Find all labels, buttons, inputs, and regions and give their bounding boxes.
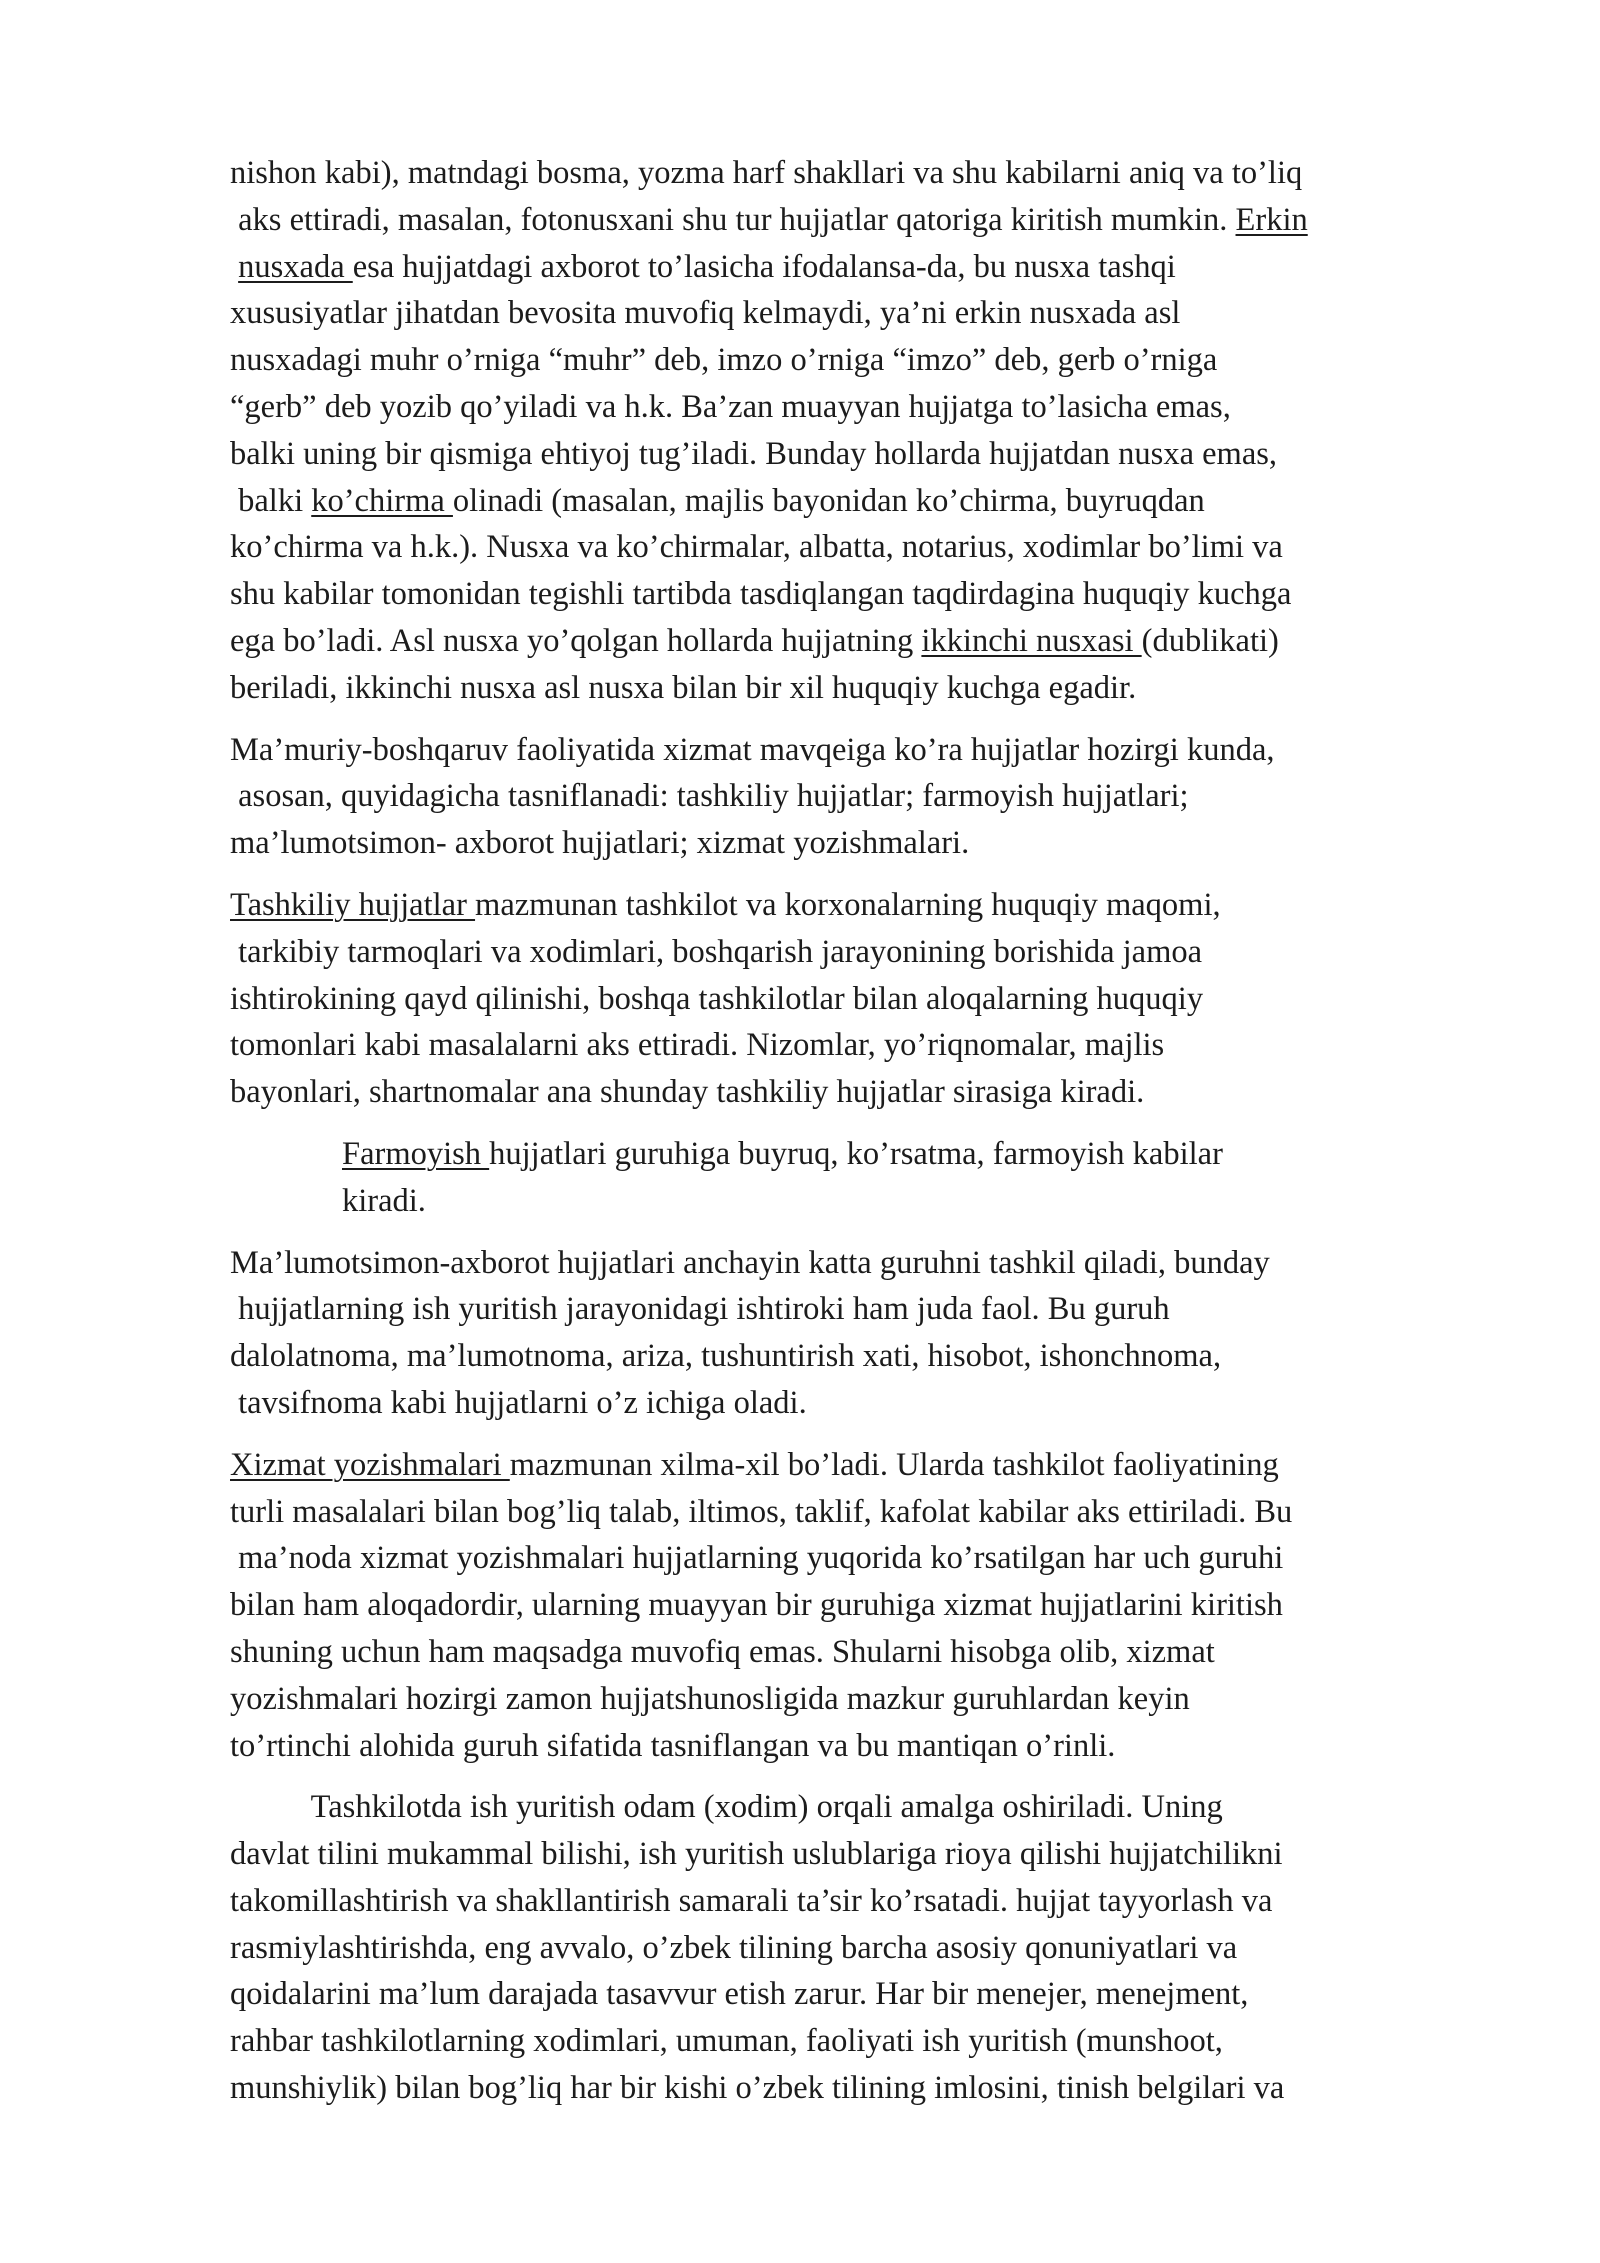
- text-run: mazmunan tashkilot va korxonalarning huquqiy maqomi,: [475, 886, 1221, 923]
- text-line: [342, 1131, 1490, 1178]
- text-run: Tashkilotda ish yuritish odam (xodim) orqali amalga oshiriladi. Uning: [230, 1789, 1223, 1826]
- text-run: Ma’lumotsimon-axborot hujjatlari anchayin katta guruhni tashkil qiladi, bunday: [230, 1244, 1270, 1281]
- text-line: [230, 2065, 1490, 2112]
- text-line: [230, 773, 1490, 820]
- text-line: [230, 431, 1490, 478]
- text-line: [230, 1676, 1490, 1723]
- text-run: takomillashtirish va shakllantirish samarali ta’sir ko’rsatadi. hujjat tayyorlash va: [230, 1882, 1273, 1919]
- text-run: kiradi.: [342, 1182, 426, 1219]
- text-line: [230, 1022, 1490, 1069]
- text-line: [230, 571, 1490, 618]
- text-run: bilan ham aloqadordir, ularning muayyan bir guruhiga xizmat hujjatlarini kiritish: [230, 1587, 1283, 1624]
- text-run: qoidalarini ma’lum darajada tasavvur etish zarur. Har bir menejer, menejment,: [230, 1976, 1249, 2013]
- text-run: xususiyatlar jihatdan bevosita muvofiq kelmaydi, ya’ni erkin nusxada asl: [230, 295, 1181, 332]
- text-run: tavsifnoma kabi hujjatlarni o’z ichiga oladi.: [230, 1384, 807, 1421]
- text-line: [342, 1178, 1490, 1225]
- text-run: ega bo’ladi. Asl nusxa yo’qolgan hollarda hujjatning: [230, 622, 922, 659]
- text-run: aks ettiradi, masalan, fotonusxani shu tur hujjatlar qatoriga kiritish mumkin.: [230, 201, 1236, 238]
- text-line: [230, 197, 1490, 244]
- document-page: [230, 150, 1490, 2127]
- text-run: balki uning bir qismiga ehtiyoj tug’iladi. Bunday hollarda hujjatdan nusxa emas,: [230, 435, 1278, 472]
- text-line: [230, 1784, 1490, 1831]
- text-run: nusxadagi muhr o’rniga “muhr” deb, imzo o’rniga “imzo” deb, gerb o’rniga: [230, 342, 1218, 379]
- text-line: [230, 882, 1490, 929]
- text-line: [230, 1489, 1490, 1536]
- underlined-term: Farmoyish: [342, 1135, 490, 1172]
- text-run: shuning uchun ham maqsadga muvofiq emas. Shularni hisobga olib, xizmat: [230, 1633, 1215, 1670]
- text-run: davlat tilini mukammal bilishi, ish yuritish uslublariga rioya qilishi hujjatchilikni: [230, 1836, 1283, 1873]
- text-line: [230, 478, 1490, 525]
- paragraph: [230, 882, 1490, 1116]
- underlined-term: Erkin: [1235, 201, 1308, 238]
- paragraph: [230, 150, 1490, 712]
- paragraph: [230, 727, 1490, 867]
- text-line: [230, 1582, 1490, 1629]
- text-line: [230, 524, 1490, 571]
- text-run: asosan, quyidagicha tasniflanadi: tashkiliy hujjatlar; farmoyish hujjatlari;: [230, 778, 1189, 815]
- text-run: “gerb” deb yozib qo’yiladi va h.k. Ba’zan muayyan hujjatga to’lasicha emas,: [230, 388, 1231, 425]
- text-run: dalolatnoma, ma’lumotnoma, ariza, tushuntirish xati, hisobot, ishonchnoma,: [230, 1338, 1222, 1375]
- underlined-term: ko’chirma: [311, 482, 453, 519]
- paragraph: [230, 1240, 1490, 1427]
- text-run: shu kabilar tomonidan tegishli tartibda tasdiqlangan taqdirdagina huquqiy kuchga: [230, 576, 1292, 613]
- text-run: (dublikati): [1141, 622, 1279, 659]
- text-line: [230, 820, 1490, 867]
- text-run: tomonlari kabi masalalarni aks ettiradi. Nizomlar, yo’riqnomalar, majlis: [230, 1027, 1165, 1064]
- text-line: [230, 1723, 1490, 1770]
- text-run: munshiylik) bilan bog’liq har bir kishi o’zbek tilining imlosini, tinish belgilari va: [230, 2070, 1285, 2107]
- text-line: [230, 290, 1490, 337]
- text-run: ko’chirma va h.k.). Nusxa va ko’chirmalar, albatta, notarius, xodimlar bo’limi va: [230, 529, 1283, 566]
- text-run: balki: [230, 482, 312, 519]
- text-run: beriladi, ikkinchi nusxa asl nusxa bilan bir xil huquqiy kuchga egadir.: [230, 669, 1137, 706]
- text-run: rasmiylashtirishda, eng avvalo, o’zbek tilining barcha asosiy qonuniyatlari va: [230, 1929, 1238, 1966]
- text-line: [230, 244, 1490, 291]
- text-run: Ma’muriy-boshqaruv faoliyatida xizmat mavqeiga ko’ra hujjatlar hozirgi kunda,: [230, 731, 1275, 768]
- text-line: [230, 665, 1490, 712]
- text-line: [230, 1069, 1490, 1116]
- underlined-term: nusxada: [238, 248, 353, 285]
- paragraph: [230, 1442, 1490, 1770]
- text-line: [230, 1925, 1490, 1972]
- text-line: [230, 1380, 1490, 1427]
- text-run: rahbar tashkilotlarning xodimlari, umuman, faoliyati ish yuritish (munshoot,: [230, 2023, 1223, 2060]
- text-run: olinadi (masalan, majlis bayonidan ko’chirma, buyruqdan: [452, 482, 1205, 519]
- text-run: turli masalalari bilan bog’liq talab, iltimos, taklif, kafolat kabilar aks ettiriladi. Bu: [230, 1493, 1293, 1530]
- underlined-term: Xizmat yozishmalari: [230, 1446, 510, 1483]
- paragraph: [230, 1131, 1490, 1225]
- text-run: to’rtinchi alohida guruh sifatida tasniflangan va bu mantiqan o’rinli.: [230, 1727, 1116, 1764]
- text-line: [230, 150, 1490, 197]
- paragraph: [230, 1784, 1490, 2112]
- text-line: [230, 1971, 1490, 2018]
- text-line: [230, 1240, 1490, 1287]
- text-line: [230, 1442, 1490, 1489]
- underlined-term: Tashkiliy hujjatlar: [230, 886, 476, 923]
- text-run: ma’lumotsimon- axborot hujjatlari; xizmat yozishmalari.: [230, 825, 970, 862]
- text-line: [230, 1629, 1490, 1676]
- text-line: [230, 1535, 1490, 1582]
- text-run: ma’noda xizmat yozishmalari hujjatlarning yuqorida ko’rsatilgan har uch guruhi: [230, 1540, 1284, 1577]
- text-run: hujjatlari guruhiga buyruq, ko’rsatma, farmoyish kabilar: [489, 1135, 1223, 1172]
- text-line: [230, 1831, 1490, 1878]
- text-line: [230, 337, 1490, 384]
- text-line: [230, 1333, 1490, 1380]
- text-line: [230, 2018, 1490, 2065]
- text-run: ishtirokining qayd qilinishi, boshqa tashkilotlar bilan aloqalarning huquqiy: [230, 980, 1204, 1017]
- text-run: mazmunan xilma-xil bo’ladi. Ularda tashkilot faoliyatining: [509, 1446, 1279, 1483]
- text-line: [230, 384, 1490, 431]
- text-line: [230, 727, 1490, 774]
- text-line: [230, 929, 1490, 976]
- underlined-term: ikkinchi nusxasi: [921, 622, 1142, 659]
- text-line: [230, 976, 1490, 1023]
- text-line: [230, 1878, 1490, 1925]
- text-run: tarkibiy tarmoqlari va xodimlari, boshqarish jarayonining borishida jamoa: [230, 933, 1203, 970]
- text-run: nishon kabi), matndagi bosma, yozma harf shakllari va shu kabilarni aniq va to’liq: [230, 155, 1303, 191]
- text-line: [230, 1286, 1490, 1333]
- text-run: yozishmalari hozirgi zamon hujjatshunosligida mazkur guruhlardan keyin: [230, 1680, 1190, 1717]
- text-run: hujjatlarning ish yuritish jarayonidagi ishtiroki ham juda faol. Bu guruh: [230, 1291, 1170, 1328]
- text-run: [230, 249, 238, 285]
- text-run: esa hujjatdagi axborot to’lasicha ifodalansa-da, bu nusxa tashqi: [352, 248, 1176, 285]
- text-run: bayonlari, shartnomalar ana shunday tashkiliy hujjatlar sirasiga kiradi.: [230, 1074, 1145, 1111]
- text-line: [230, 618, 1490, 665]
